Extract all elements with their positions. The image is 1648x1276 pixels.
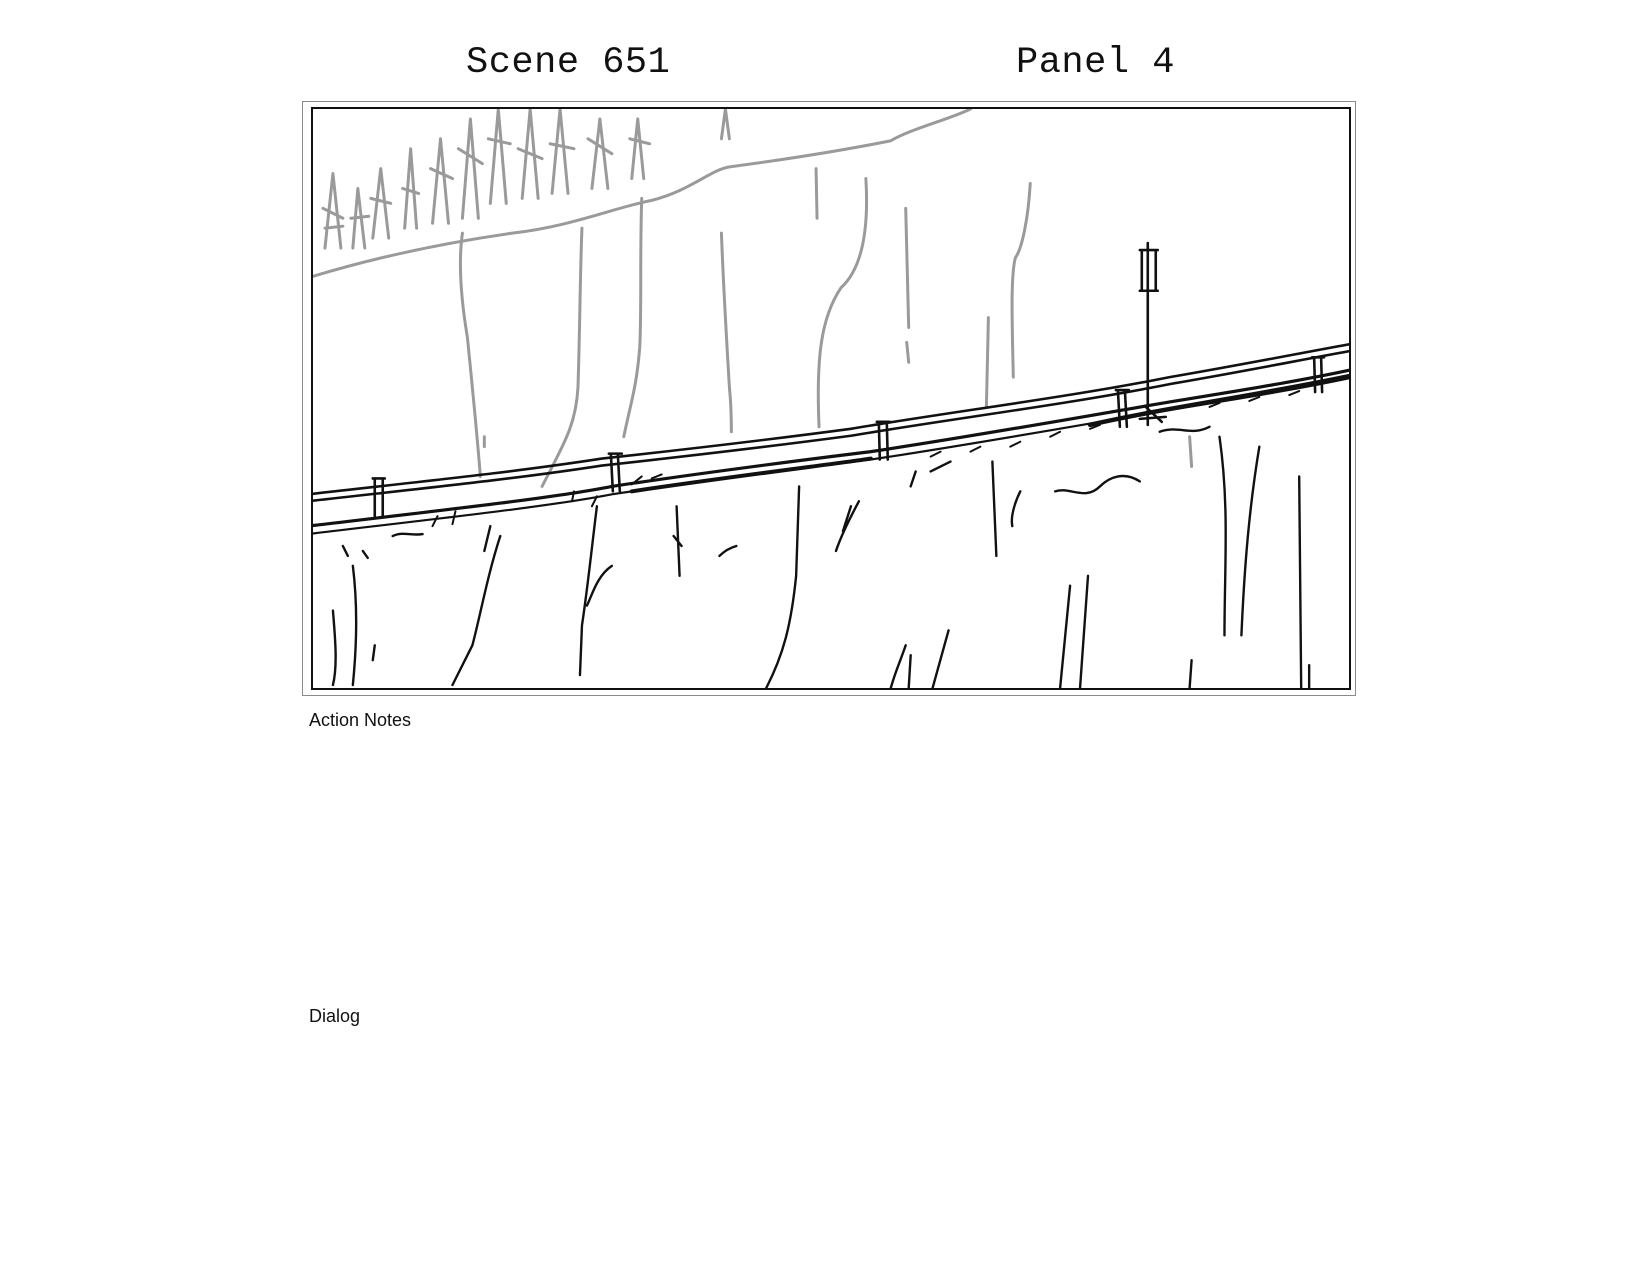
panel-number: Panel 4	[1016, 42, 1175, 84]
storyboard-sketch	[313, 109, 1349, 688]
dialog-area[interactable]	[309, 1036, 1354, 1236]
dialog-label: Dialog	[309, 1006, 361, 1026]
fence-posts	[373, 243, 1324, 516]
storyboard-panel	[311, 107, 1351, 690]
action-notes-area[interactable]	[309, 740, 1354, 990]
fence-rails	[313, 343, 1349, 534]
scene-number: Scene 651	[466, 42, 671, 84]
action-notes-label: Action Notes	[309, 710, 412, 730]
